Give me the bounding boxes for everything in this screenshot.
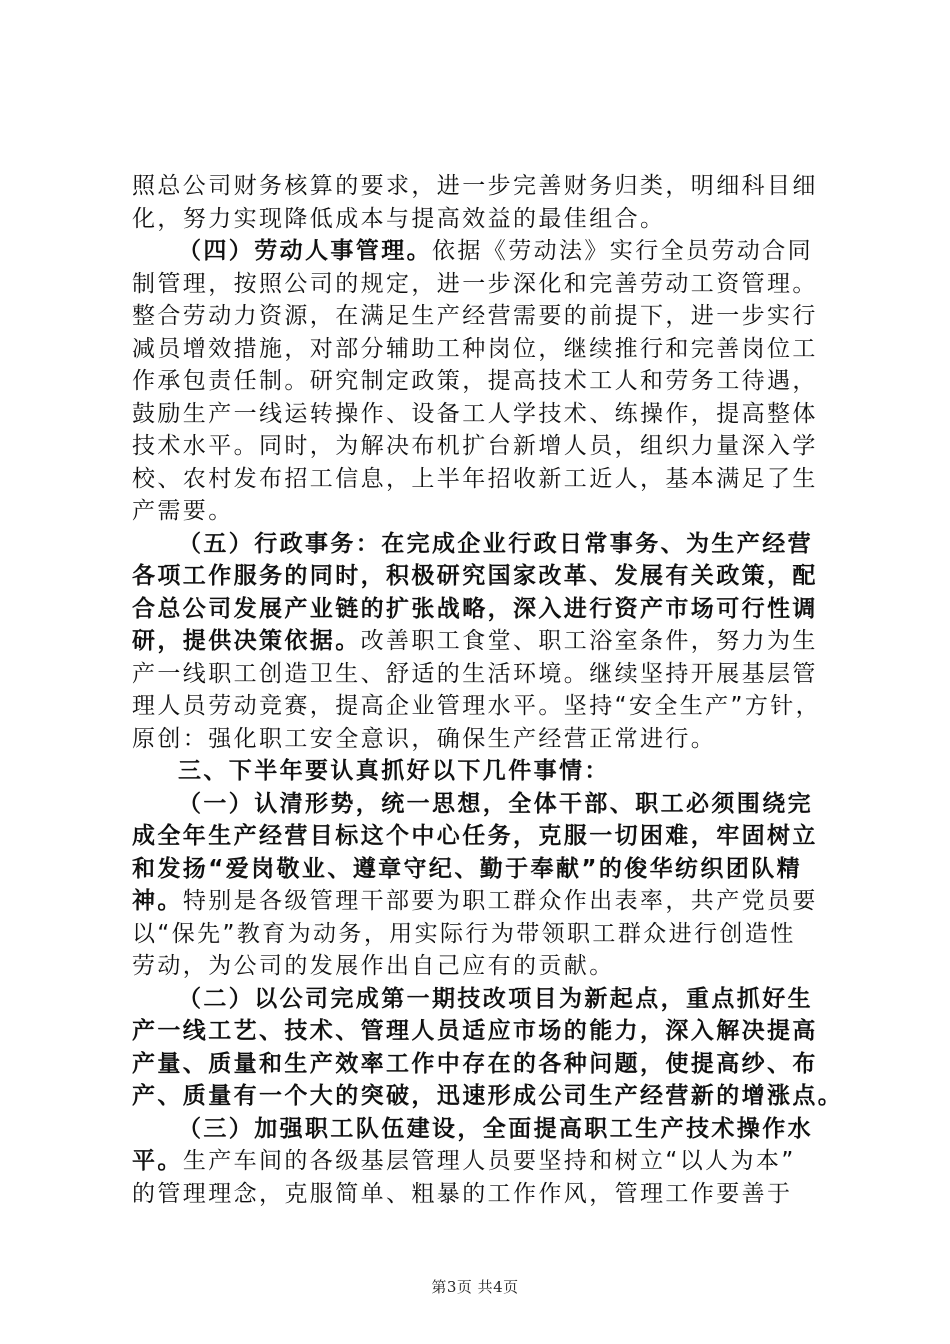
text-run: 照总公司财务核算的要求，进一步完善财务归类，明细科目细 [132,173,818,199]
text-run: 化，努力实现降低成本与提高效益的最佳组合。 [132,205,666,232]
text-run: 以“保先”教育为动务，用实际行为带领职工群众进行创造性 [132,920,796,947]
text-run-bold: （三）加强职工队伍建设，全面提高职工生产技术操作水 [178,1115,813,1142]
text-run-bold: （一）认清形势，统一思想，全体干部、职工必须围绕完 [178,790,813,817]
text-run: 生产车间的各级基层管理人员要坚持和树立“以人为本” [182,1148,796,1174]
text-run: 产一线职工创造卫生、舒适的生活环境。继续坚持开展基层管 [132,660,818,687]
text-line [132,333,832,366]
text-line [132,365,832,398]
text-run-bold: 三、下半年要认真抓好以下几件事情： [178,758,610,784]
text-run-bold: （五）行政事务：在完成企业行政日常事务、为生产经营 [178,530,813,557]
document-body [132,170,844,1210]
text-run: 理人员劳动竞赛，提高企业管理水平。坚持“安全生产”方针， [132,693,822,719]
section-heading-admin [132,528,832,561]
text-run: 鼓励生产一线运转操作、设备工人学技术、练操作，提高整体 [132,400,818,427]
text-run-bold: 产、质量有一个大的突破，迅速形成公司生产经营新的增涨点。 [132,1083,844,1109]
text-line [132,853,832,886]
text-line [132,463,832,496]
text-line [132,885,832,918]
text-run: 作承包责任制。研究制定政策，提高技术工人和劳务工待遇， [132,368,818,394]
text-line [132,300,832,333]
text-run-bold: 平。 [132,1148,183,1174]
text-line [132,560,832,593]
text-line [132,658,832,691]
text-run: 特别是各级管理干部要为职工群众作出表率，共产党员要 [182,888,818,914]
text-run-bold: 和发扬“爱岗敬业、遵章守纪、勤于奉献”的俊华纺织团队精 [132,855,803,882]
text-line [132,1145,832,1178]
text-run: 改善职工食堂、职工浴室条件，努力为生 [360,628,818,654]
text-line [132,495,832,528]
text-run: 依据《劳动法》实行全员劳动合同 [432,238,813,264]
text-line [132,1015,832,1048]
text-line [132,593,832,626]
subsection-heading-three [132,1113,832,1146]
text-run-bold: 成全年生产经营目标这个中心任务，克服一切困难，牢固树立 [132,823,818,849]
text-run: 整合劳动力资源，在满足生产经营需要的前提下，进一步实行 [132,303,818,329]
text-line [132,203,832,236]
text-run: 技术水平。同时，为解决布机扩台新增人员，组织力量深入学 [132,433,818,459]
text-run: 劳动，为公司的发展作出自己应有的贡献。 [132,953,615,979]
text-run-bold: （二）以公司完成第一期技改项目为新起点，重点抓好生 [178,985,813,1012]
text-line [132,918,832,951]
text-line [132,625,832,658]
text-run-bold: 各项工作服务的同时，积极研究国家改革、发展有关政策，配 [132,563,818,589]
text-run-bold: （四）劳动人事管理。 [178,238,432,264]
text-line [132,690,832,723]
text-line [132,170,832,203]
text-line [132,723,832,756]
text-run-bold: 产量、质量和生产效率工作中存在的各种问题，使提高纱、布 [132,1050,818,1077]
section-heading-labor [132,235,832,268]
text-line [132,430,832,463]
text-run-bold: 产一线工艺、技术、管理人员适应市场的能力，深入解决提高 [132,1018,818,1044]
text-run: 原创：强化职工安全意识，确保生产经营正常进行。 [132,725,717,752]
text-line [132,1048,832,1081]
text-run: 校、农村发布招工信息，上半年招收新工近人，基本满足了生 [132,465,818,492]
page-footer: 第3页 共4页 [431,1278,519,1296]
text-line [132,820,832,853]
text-run-bold: 合总公司发展产业链的扩张战略，深入进行资产市场可行性调 [132,595,818,622]
section-heading-part-three [132,755,832,788]
text-line [132,1178,832,1211]
text-line [132,268,832,301]
subsection-heading-one [132,788,832,821]
text-run: 减员增效措施，对部分辅助工种岗位，继续推行和完善岗位工 [132,335,818,362]
text-run: 产需要。 [132,498,234,524]
text-run-bold: 研，提供决策依据。 [132,628,361,654]
text-run: 制管理，按照公司的规定，进一步深化和完善劳动工资管理。 [132,270,818,297]
text-run: 的管理理念，克服简单、粗暴的工作作风，管理工作要善于 [132,1180,793,1207]
text-line [132,1080,844,1113]
subsection-heading-two [132,983,832,1016]
text-line [132,398,832,431]
text-line [132,950,832,983]
text-run-bold: 神。 [132,888,183,914]
